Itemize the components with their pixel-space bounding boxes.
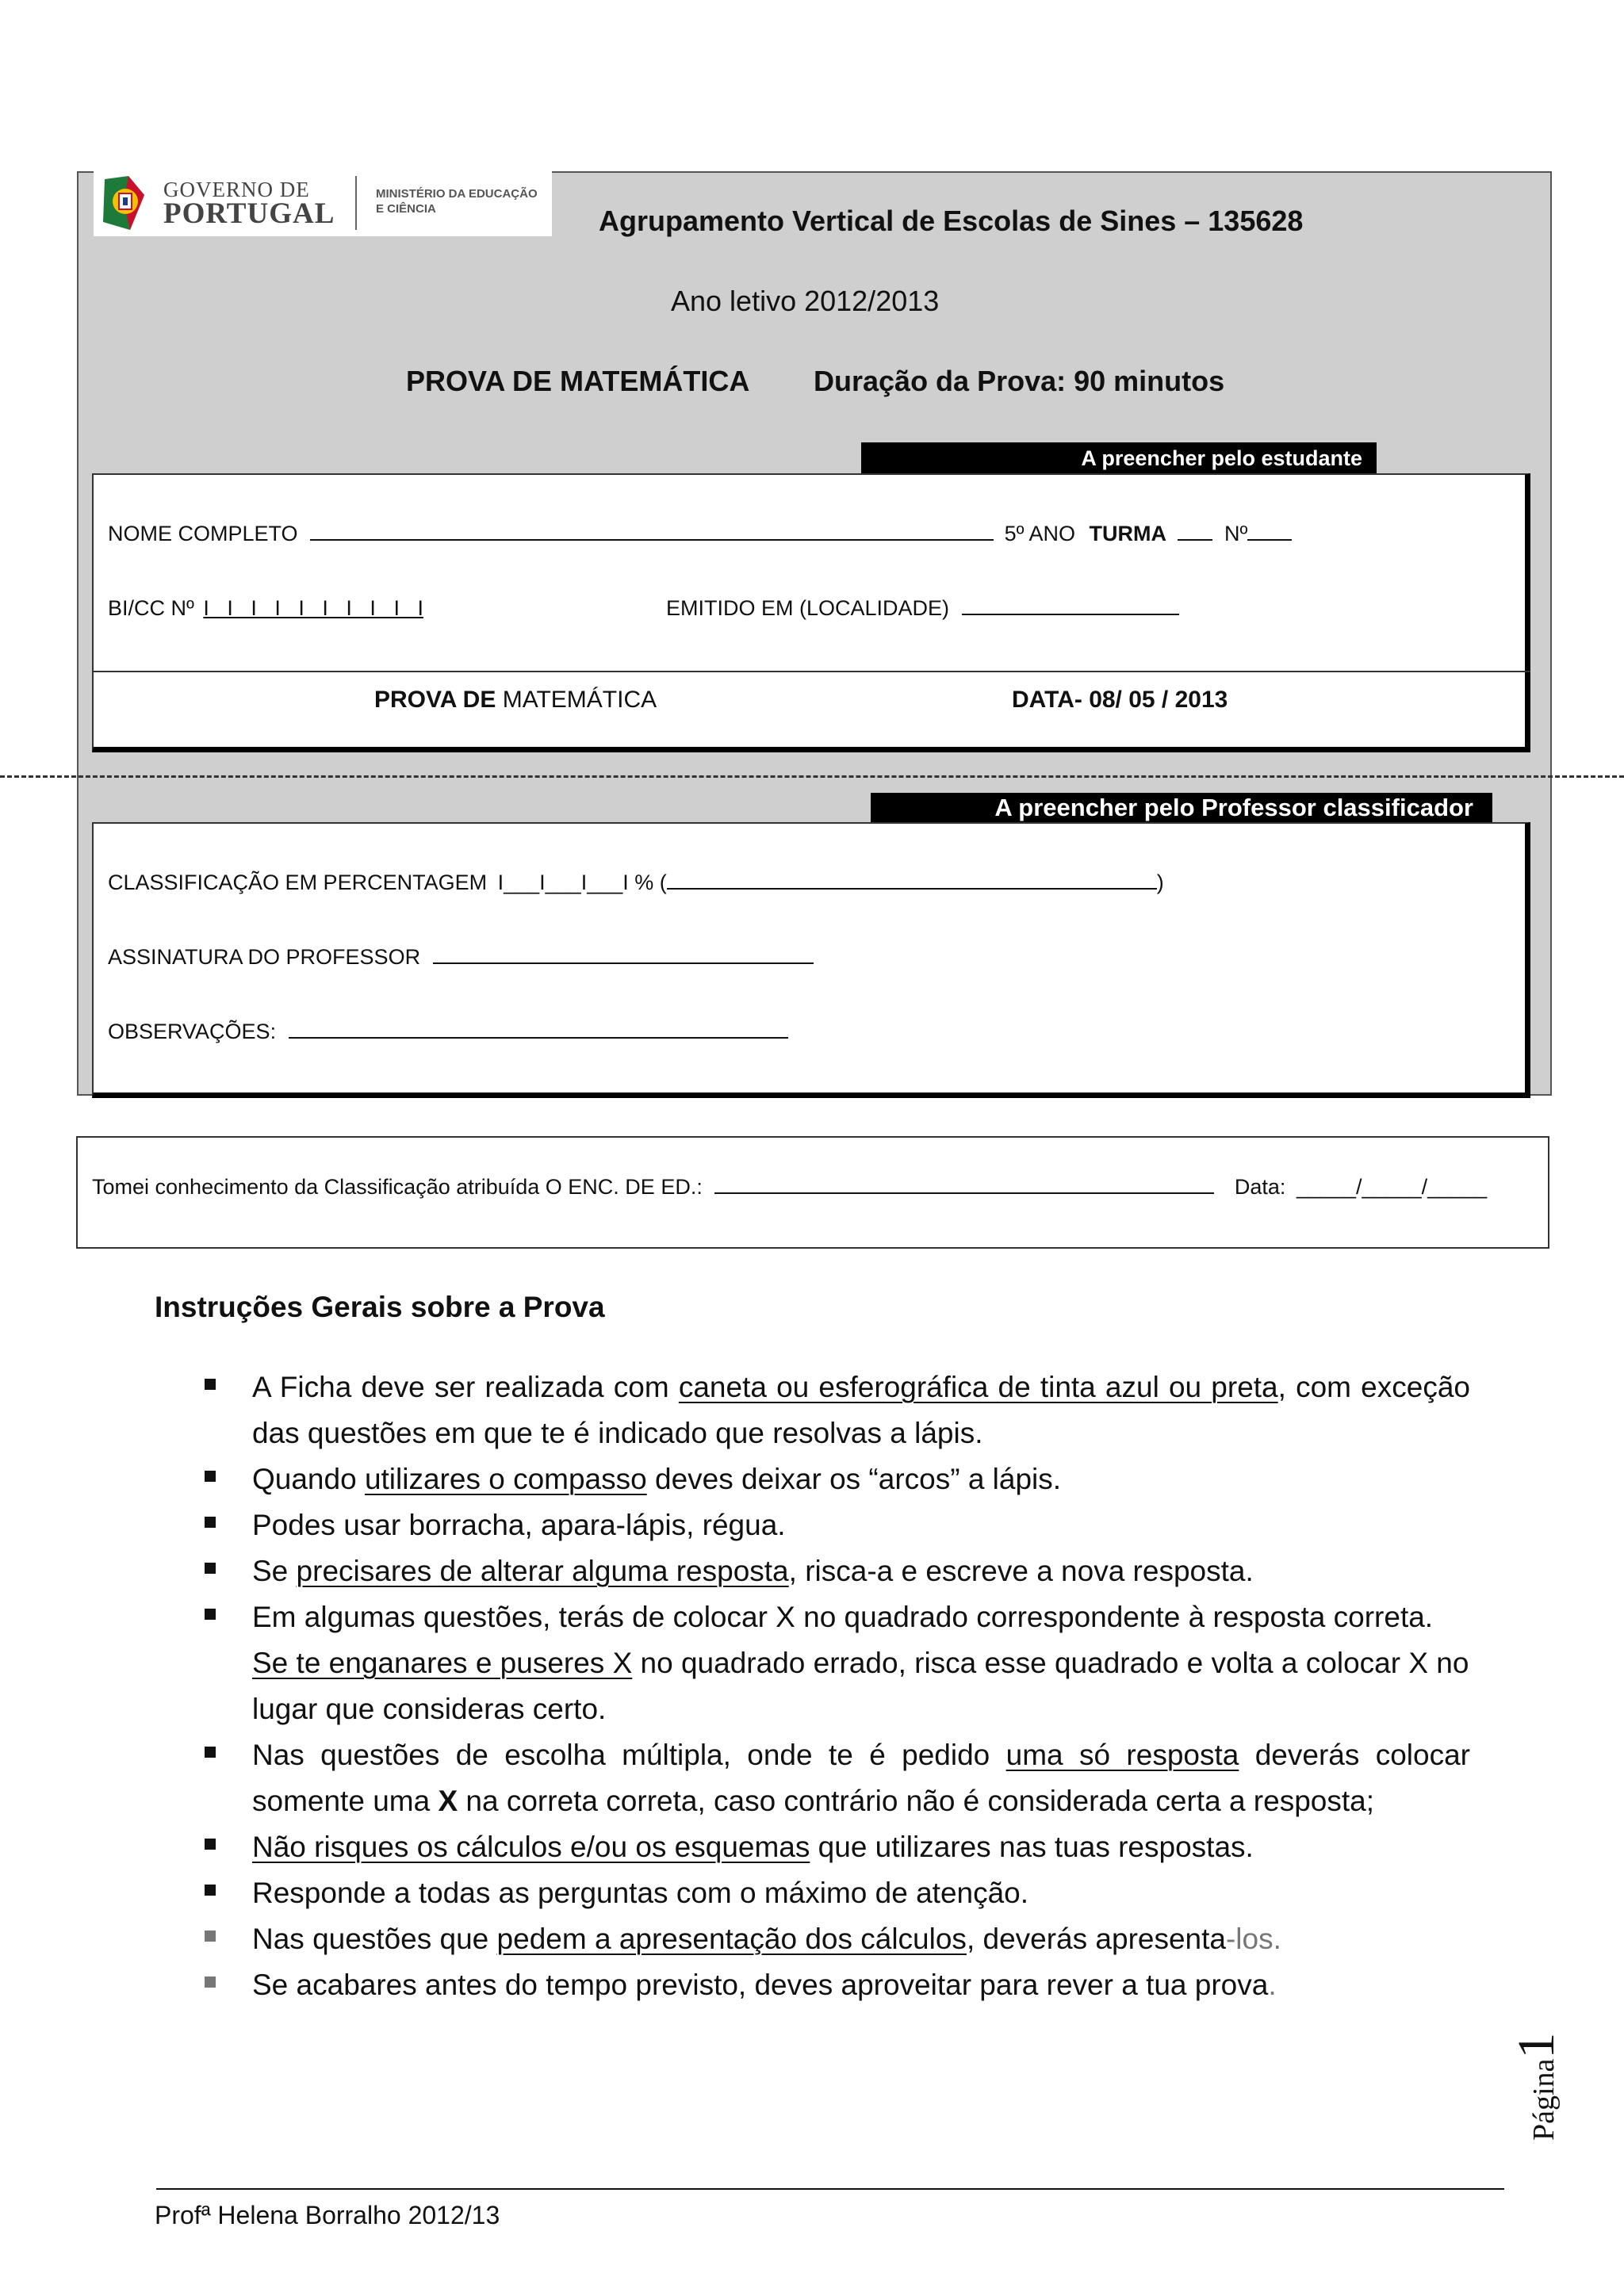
instruction-item: Quando utilizares o compasso deves deixar os “arcos” a lápis. [252,1463,1062,1495]
acknowledgement-text: Tomei conhecimento da Classificação atribuída O ENC. DE ED.: [92,1175,703,1199]
bullet-icon [205,1517,216,1528]
ministry-line1: MINISTÉRIO DA EDUCAÇÃO [376,187,538,201]
bullet-icon [205,1839,216,1850]
instruction-item: Em algumas questões, terás de colocar X no quadrado correspondente à resposta correta. Se te enganares e puseres X no quadrado errado, risca esse quadrado e volta a colocar X no lugar que consideras certo. [252,1601,1469,1725]
percentage-label: CLASSIFICAÇÃO EM PERCENTAGEM [108,871,488,894]
exam-line-subject: MATEMÁTICA [502,687,657,713]
logo-text-line2: PORTUGAL [163,197,335,230]
grade-label: 5º ANO [1004,522,1075,545]
exam-line-bold: PROVA DE [374,687,496,713]
issued-label: EMITIDO EM (LOCALIDADE) [666,596,950,620]
page-number-value: 1 [1507,2032,1565,2059]
teacher-section-tag: A preencher pelo Professor classificador [871,793,1492,823]
class-label: TURMA [1089,522,1166,545]
page-label: Página [1527,2058,1561,2141]
exam-duration: Duração da Prova: 90 minutos [814,365,1225,397]
percentage-boxes[interactable]: I___I___I___I % ( [497,871,667,894]
acknowledgement-date-label: Data: [1234,1175,1286,1199]
school-name: Agrupamento Vertical de Escolas de Sines – 135628 [599,205,1304,237]
instructions-title: Instruções Gerais sobre a Prova [155,1291,605,1323]
bullet-icon [205,1563,216,1574]
bullet-icon [205,1379,216,1390]
page-number [1507,1998,1594,2141]
instruction-item: Nas questões de escolha múltipla, onde te é pedido uma só resposta deverás colocar somente uma X na correta correta, caso contrário não é considerada certa a resposta; [252,1739,1470,1817]
id-label: BI/CC Nº [108,596,194,620]
bullet-icon [205,1471,216,1482]
id-boxes[interactable]: I I I I I I I I I I [203,596,423,620]
footer-rule [156,2188,1504,2190]
instruction-item: A Ficha deve ser realizada com caneta ou esferográfica de tinta azul ou preta, com exceção das questões em que te é indicado que resolvas a lápis. [252,1371,1470,1449]
exam-date: DATA- 08/ 05 / 2013 [1012,687,1228,713]
signature-label: ASSINATURA DO PROFESSOR [108,945,421,969]
name-label: NOME COMPLETO [108,522,298,545]
school-year: Ano letivo 2012/2013 [671,285,940,317]
instruction-item: Nas questões que pedem a apresentação dos cálculos, deverás apresenta-los. [252,1923,1281,1955]
instruction-item: Se precisares de alterar alguma resposta, risca-a e escreve a nova resposta. [252,1555,1254,1587]
instruction-item: Não risques os cálculos e/ou os esquemas que utilizares nas tuas respostas. [252,1831,1254,1863]
student-section-tag: A preencher pelo estudante [861,442,1377,474]
bullet-icon [205,1747,216,1758]
bullet-icon [205,1609,216,1620]
instruction-item: Podes usar borracha, apara-lápis, régua. [252,1509,786,1541]
bullet-icon [205,1931,216,1942]
ministry-line2: E CIÊNCIA [376,202,436,216]
percentage-close: ) [1156,871,1164,894]
footer-author: Profª Helena Borralho 2012/13 [155,2201,500,2229]
instruction-item: Responde a todas as perguntas com o máximo de atenção. [252,1877,1029,1909]
logo-text-line1: GOVERNO DE [163,178,310,201]
acknowledgement-date-blank[interactable]: _____/_____/_____ [1296,1175,1488,1199]
bullet-icon [205,1885,216,1896]
instruction-item: Se acabares antes do tempo previsto, deves aproveitar para rever a tua prova. [252,1969,1277,2001]
bullet-icon [205,1976,216,1988]
exam-title: PROVA DE MATEMÁTICA [406,365,750,397]
observations-label: OBSERVAÇÕES: [108,1020,277,1043]
number-label: Nº [1224,522,1248,545]
